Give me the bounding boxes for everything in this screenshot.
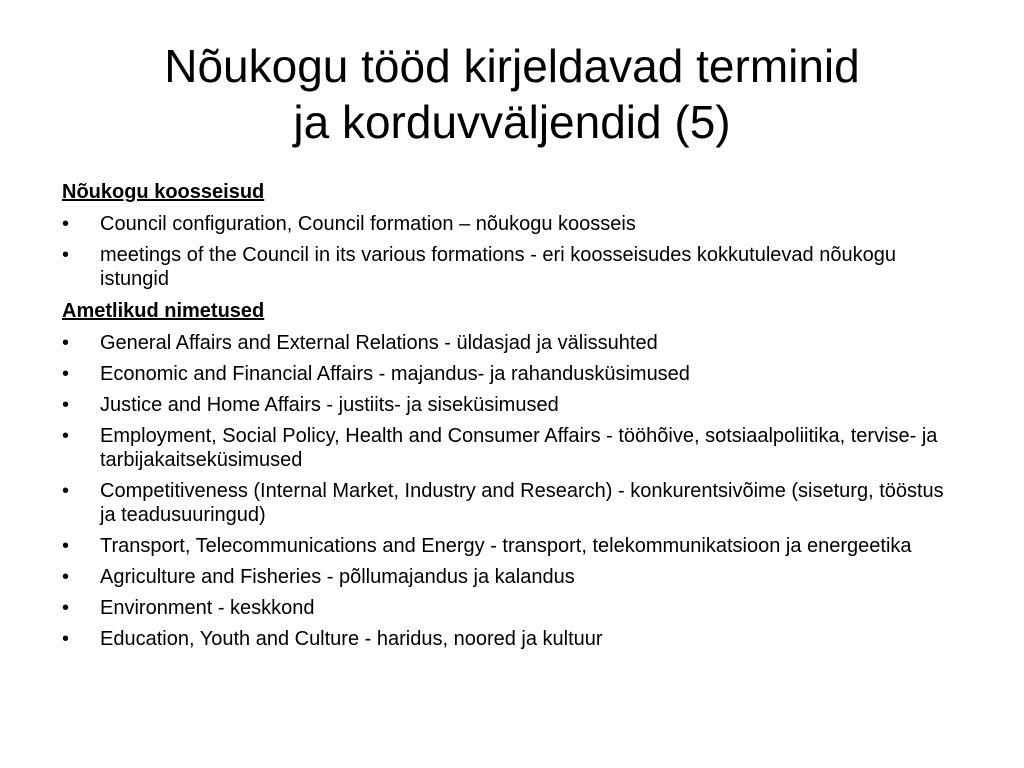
bullet-icon: • (62, 213, 70, 235)
bullet-list-nimetused (62, 331, 962, 651)
list-item (62, 393, 962, 417)
list-item-text: Agriculture and Fisheries - põllumajandus ja kalandus (100, 566, 575, 588)
list-item (62, 243, 962, 291)
bullet-icon: • (62, 363, 70, 385)
list-item-text: Environment - keskkond (100, 597, 315, 619)
list-item-text: Education, Youth and Culture - haridus, noored ja kultuur (100, 628, 603, 650)
bullet-icon: • (62, 425, 70, 447)
bullet-list-koosseisud (62, 212, 962, 291)
list-item-text: General Affairs and External Relations - üldasjad ja välissuhted (100, 332, 658, 354)
list-item (62, 596, 962, 620)
list-item (62, 534, 962, 558)
list-item-text: Transport, Telecommunications and Energy - transport, telekommunikatsioon ja energeetika (100, 535, 912, 557)
bullet-icon: • (62, 244, 70, 266)
slide-content (62, 180, 962, 659)
slide-title-line-1: Nõukogu tööd kirjeldavad terminid (164, 40, 860, 92)
bullet-icon: • (62, 597, 70, 619)
bullet-icon: • (62, 480, 70, 502)
section-heading-noukogu-koosseisud: Nõukogu koosseisud (62, 181, 265, 203)
list-item (62, 424, 962, 472)
bullet-icon: • (62, 535, 70, 557)
list-item-text: Competitiveness (Internal Market, Industry and Research) - konkurentsivõime (siseturg, tööstus ja teadusuuringud) (100, 480, 944, 526)
list-item-text: Justice and Home Affairs - justiits- ja siseküsimused (100, 394, 559, 416)
section-heading-ametlikud-nimetused: Ametlikud nimetused (62, 300, 265, 322)
bullet-icon: • (62, 394, 70, 416)
list-item-text: meetings of the Council in its various formations - eri koosseisudes kokkutulevad nõukogu istungid (100, 244, 896, 290)
list-item (62, 331, 962, 355)
list-item (62, 212, 962, 236)
list-item-text: Economic and Financial Affairs - majandus- ja rahandusküsimused (100, 363, 690, 385)
bullet-icon: • (62, 566, 70, 588)
slide-title (0, 38, 1024, 150)
list-item (62, 362, 962, 386)
list-item (62, 627, 962, 651)
list-item (62, 565, 962, 589)
bullet-icon: • (62, 332, 70, 354)
list-item-text: Council configuration, Council formation – nõukogu koosseis (100, 213, 636, 235)
bullet-icon: • (62, 628, 70, 650)
list-item (62, 479, 962, 527)
slide-title-line-2: ja korduvväljendid (5) (293, 96, 731, 148)
list-item-text: Employment, Social Policy, Health and Consumer Affairs - tööhõive, sotsiaalpoliitika, tervise- ja tarbijakaitseküsimused (100, 425, 938, 471)
